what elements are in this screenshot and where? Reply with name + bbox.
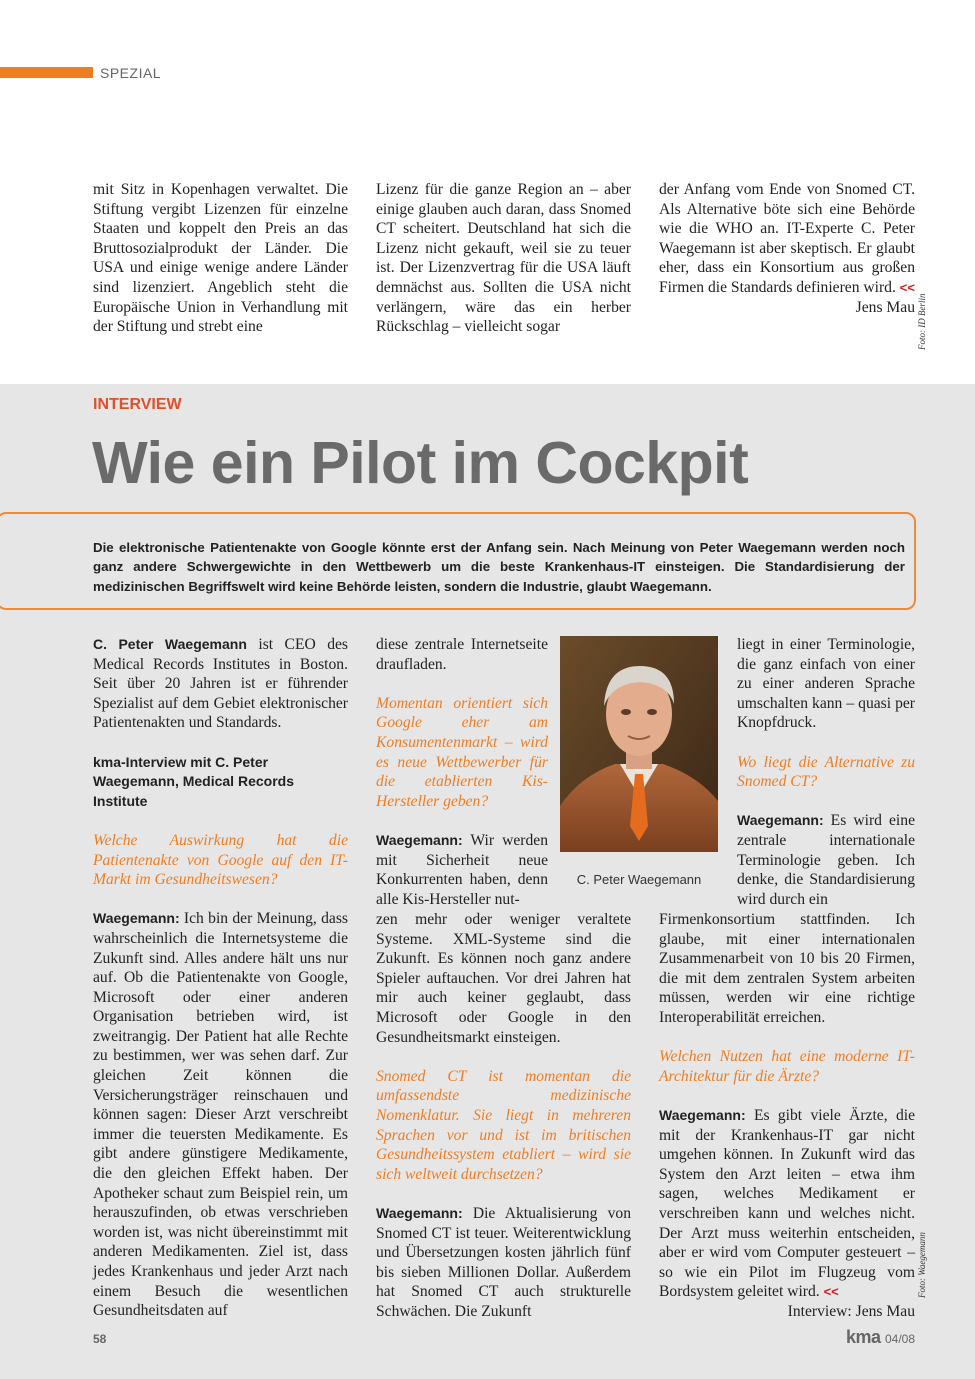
interview-byline: Interview: Jens Mau	[787, 1302, 915, 1320]
question-5: Welchen Nutzen hat eine moderne IT-Architektur für die Ärzte?	[659, 1048, 915, 1085]
prev-article-text-1: mit Sitz in Kopenhagen verwaltet. Die Stiftung vergibt Lizenzen für einzelne Staaten und koppelt den Preis an das Bruttosozialprodukt der Länder. Die USA und einige wenige andere Länder sind lizenziert. Angeblich steht die Europäische Union in Verhandlung mit der Stiftung und strebt eine	[93, 181, 348, 336]
speaker-label: Waegemann:	[376, 1204, 463, 1221]
header-accent-bar	[0, 67, 93, 78]
prev-article-col2	[376, 180, 631, 337]
answer-2b: zen mehr oder weniger veraltete Systeme. XML-Systeme sind die Zukunft. Es können noch ganz andere Spieler auftauchen. Vor drei Jahren hat mir auch keiner geglaubt, dass Microsoft oder Google in den Gesundheitsmarkt einsteigen.	[376, 911, 631, 1046]
speaker-label: Waegemann:	[376, 831, 463, 848]
question-2: Momentan orientiert sich Google eher am Konsumentenmarkt – wird es neue Wettbewerber für die etablierten Kis-Hersteller geben?	[376, 694, 548, 810]
prev-article-text-3: der Anfang vom Ende von Snomed CT. Als Alternative böte sich eine Behörde wie die WHO an. IT-Experte C. Peter Waegemann ist aber skeptisch. Er glaubt eher, dass ein Konsortium aus großen Firmen die Standards definieren wird.	[659, 181, 915, 296]
photo-caption: C. Peter Waegemann	[576, 872, 702, 887]
speaker-label: Waegemann:	[737, 812, 824, 829]
question-3: Snomed CT ist momentan die umfassendste medizinische Nomenklatur. Sie liegt in mehreren Sprachen vor und ist im britischen Gesundheitssystem etabliert – wird sie sich weltweit durchsetzen?	[376, 1067, 631, 1183]
issue-number: 04/08	[884, 1332, 915, 1346]
magazine-issue	[846, 1327, 915, 1348]
article-col1	[93, 635, 348, 1321]
prev-article-text-2: Lizenz für die ganze Region an – aber einige glauben auch daran, dass Snomed CT scheitert. Deutschland hat sich die Lizenz nicht gekauft, weil sie zu teuer ist. Der Lizenzvertrag für die USA läuft demnächst aus. Sollten die USA nicht verlängern, wäre das ein herber Rückschlag – vielleicht sogar	[376, 181, 631, 336]
prev-article-col3	[659, 180, 915, 317]
col3-top-text: liegt in einer Terminologie, die ganz einfach von einer zu einer anderen Sprache umschalten kann – quasi per Knopfdruck.	[737, 636, 915, 732]
col2-top-text: diese zentrale Internetseite draufladen.	[376, 636, 548, 673]
photo-credit-top: Foto: ID Berlin	[917, 293, 927, 350]
article-headline: Wie ein Pilot im Cockpit	[92, 430, 749, 496]
page-number: 58	[93, 1332, 107, 1346]
end-mark: <<	[823, 1284, 839, 1300]
speaker-label: Waegemann:	[659, 1106, 746, 1123]
answer-1: Ich bin der Meinung, dass wahrscheinlich die Internetsysteme die Zukunft sind. Alles andere hält uns nur auf. Ob die Patientenakte von Google, Microsoft oder einer anderen Organisation betrieben wird, ist zweitrangig. Der Patient hat alle Rechte zu bestimmen, wer was sehen darf. Zur gleichen Zeit können die Versicherungsträger reinschauen und können sagen: Dieser Arzt verschreibt immer die teuersten Medikamente. Es gibt andere günstigere Medikamente, die den gleichen Effekt haben. Der Apotheker schaut zum Beispiel rein, um herauszufinden, ob etwas verschrieben worden ist, was nicht übereinstimmt mit anderen Medikamenten. Ziel ist, dass jedes Krankenhaus und jeder Arzt nach einem Besuch die wesentlichen Gesundheitsdaten auf	[93, 910, 348, 1320]
article-col2-top	[376, 635, 548, 909]
interview-heading: kma-Interview mit C. Peter Waegemann, Medical Records Institute	[93, 753, 294, 809]
intro-text: ist CEO des Medical Records Institutes in Boston. Seit über 20 Jahren ist er führender Spezialist auf dem Gebiet elektronischer Patientenakten und Standards.	[93, 636, 348, 732]
intro-name: C. Peter Waegemann	[93, 636, 247, 652]
prev-article-author: Jens Mau	[855, 298, 915, 316]
end-mark: <<	[899, 279, 915, 295]
answer-2a: Wir werden mit Sicherheit neue Konkurrenten haben, denn alle Kis-Hersteller nut-	[376, 831, 548, 908]
magazine-logo: kma	[845, 1327, 881, 1347]
photo-credit-bottom: Foto: Waegemann	[917, 1232, 927, 1298]
question-4: Wo liegt die Alternative zu Snomed CT?	[737, 753, 915, 791]
question-1: Welche Auswirkung hat die Patientenakte von Google auf den IT-Markt im Gesundheitswesen?	[93, 831, 348, 889]
answer-5: Es gibt viele Ärzte, die mit der Krankenhaus-IT gar nicht umgehen können. In Zukunft wird das System den Arzt leiten – etwa ihm sagen, welches Medikament er verschreiben kann und welches nicht. Der Arzt muss weiterhin entscheiden, aber er wird vom Computer gesteuert – so wie ein Pilot im Flugzeug vom Bordsystem geleitet wird.	[659, 1106, 915, 1301]
article-teaser: Die elektronische Patientenakte von Google könnte erst der Anfang sein. Nach Meinung von Peter Waegemann werden noch ganz andere Schwergewichte in den Wettbewerb um die beste Krankenhaus-IT einsteigen. Die Standardisierung der medizinischen Begriffswelt wird keine Behörde leisten, sondern die Industrie, glaubt Waegemann.	[93, 540, 905, 594]
article-col3-bottom	[659, 910, 915, 1321]
article-col2-bottom	[376, 910, 631, 1321]
speaker-label: Waegemann:	[93, 910, 180, 927]
portrait-photo	[560, 636, 718, 852]
prev-article-col1	[93, 180, 348, 337]
answer-3: Die Aktualisierung von Snomed CT ist teuer. Weiterentwicklung und Übersetzungen kosten jährlich fünf bis sieben Millionen Dollar. Außerdem hat Snomed CT auch strukturelle Schwächen. Die Zukunft	[376, 1204, 631, 1320]
answer-4b: Firmenkonsortium stattfinden. Ich glaube, mit einer internationalen Zusammenarbeit von 10 bis 20 Firmen, die mit dem zentralen System arbeiten müssen, werden wir eine richtige Interoperabilität erreichen.	[659, 911, 915, 1026]
article-col3-top	[737, 635, 915, 909]
answer-4a: Es wird eine zentrale internationale Terminologie geben. Ich denke, die Standardisierung wird durch ein	[737, 812, 915, 908]
section-label: SPEZIAL	[100, 65, 162, 81]
article-kicker: INTERVIEW	[93, 396, 182, 413]
